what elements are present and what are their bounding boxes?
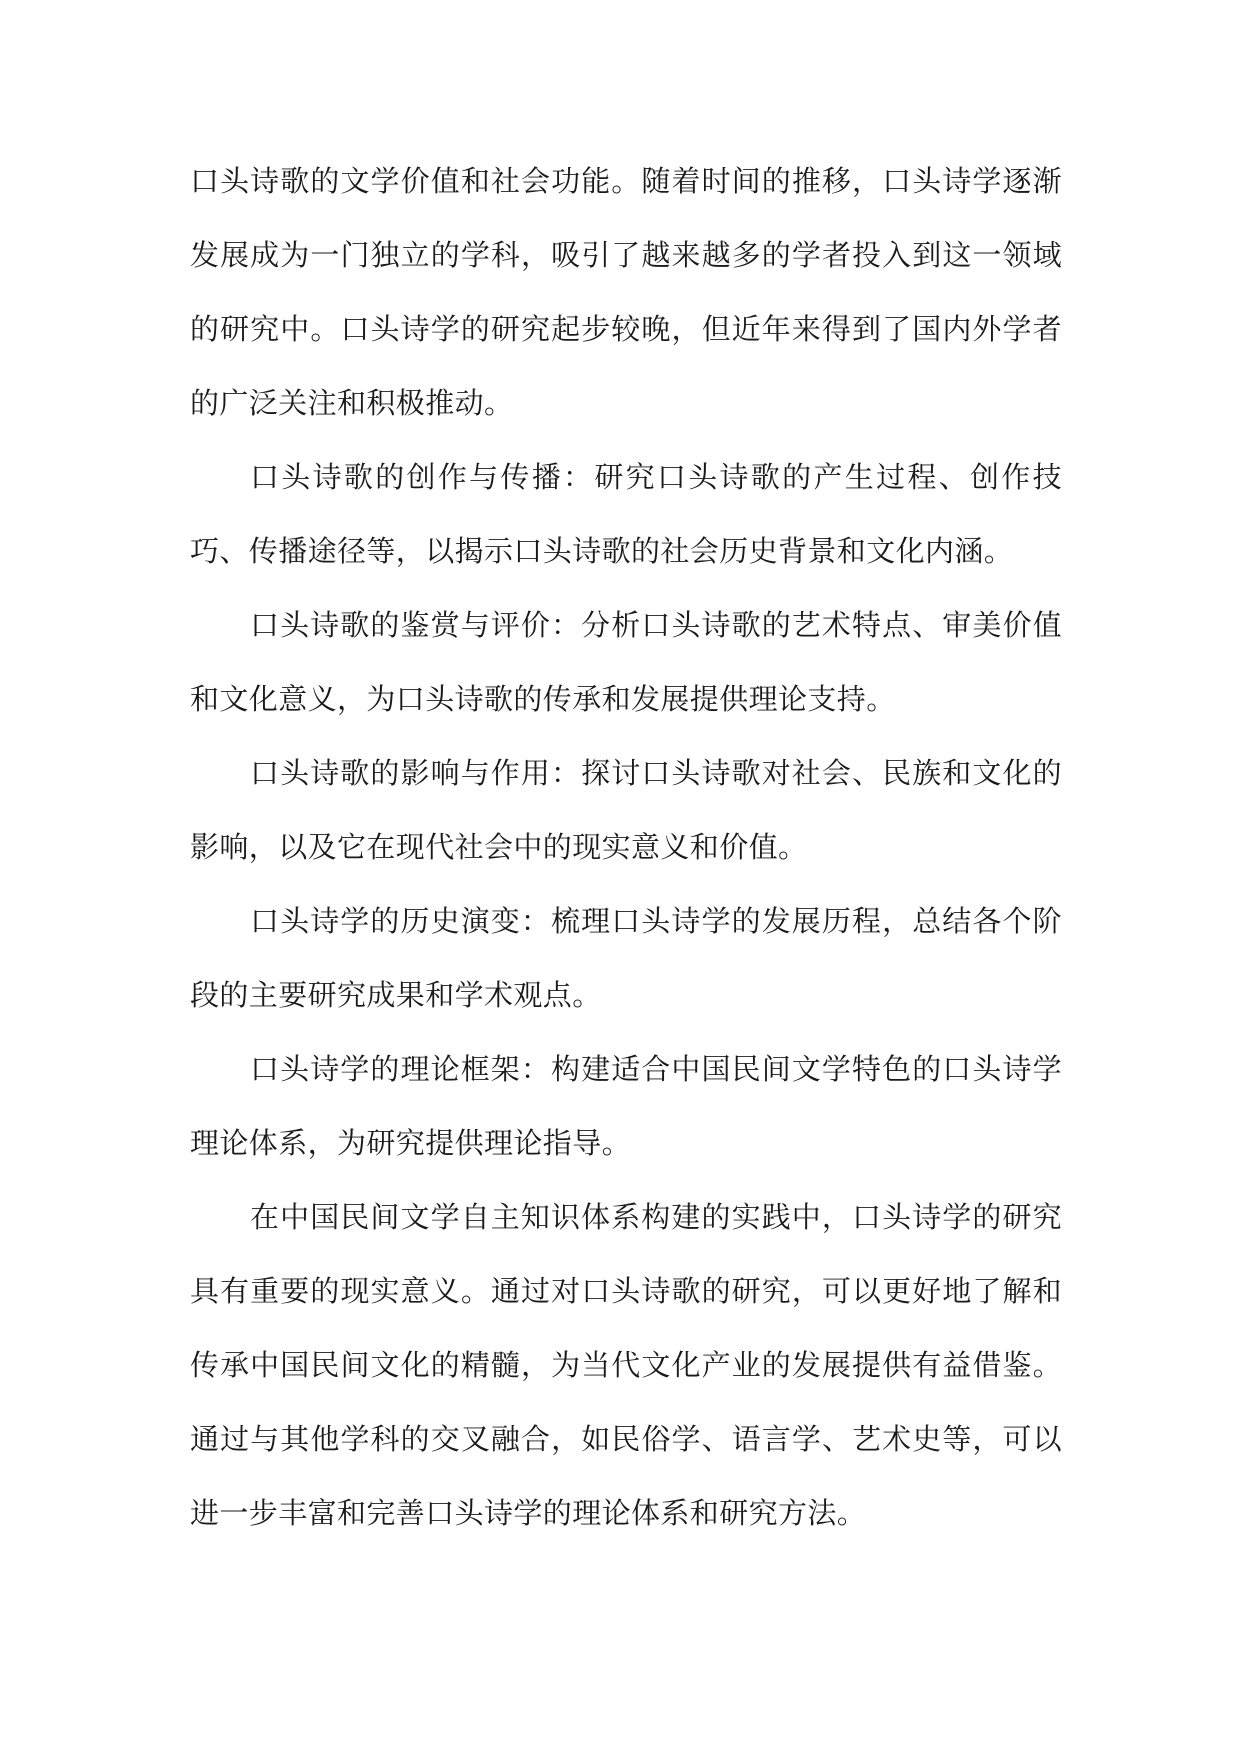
paragraph-creation-and-transmission: 口头诗歌的创作与传播：研究口头诗歌的产生过程、创作技巧、传播途径等，以揭示口头诗歌的社会历史背景和文化内涵。 [190,460,1062,568]
paragraph-practical-significance: 在中国民间文学自主知识体系构建的实践中，口头诗学的研究具有重要的现实意义。通过对口头诗歌的研究，可以更好地了解和传承中国民间文化的精髓，为当代文化产业的发展提供有益借鉴。通过与其他学科的交叉融合，如民俗学、语言学、艺术史等，可以进一步丰富和完善口头诗学的理论体系和研究方法。 [190,1200,1062,1530]
paragraph-theoretical-framework: 口头诗学的理论框架：构建适合中国民间文学特色的口头诗学理论体系，为研究提供理论指导。 [190,1052,1062,1160]
document-body [190,144,1062,1550]
paragraph-influence-and-role: 口头诗歌的影响与作用：探讨口头诗歌对社会、民族和文化的影响，以及它在现代社会中的现实意义和价值。 [190,756,1062,864]
paragraph-historical-evolution: 口头诗学的历史演变：梳理口头诗学的发展历程，总结各个阶段的主要研究成果和学术观点。 [190,904,1062,1012]
paragraph-appreciation-and-evaluation: 口头诗歌的鉴赏与评价：分析口头诗歌的艺术特点、审美价值和文化意义，为口头诗歌的传承和发展提供理论支持。 [190,608,1062,716]
paragraph-continuation: 口头诗歌的文学价值和社会功能。随着时间的推移，口头诗学逐渐发展成为一门独立的学科，吸引了越来越多的学者投入到这一领域的研究中。口头诗学的研究起步较晚，但近年来得到了国内外学者的广泛关注和积极推动。 [190,164,1062,420]
